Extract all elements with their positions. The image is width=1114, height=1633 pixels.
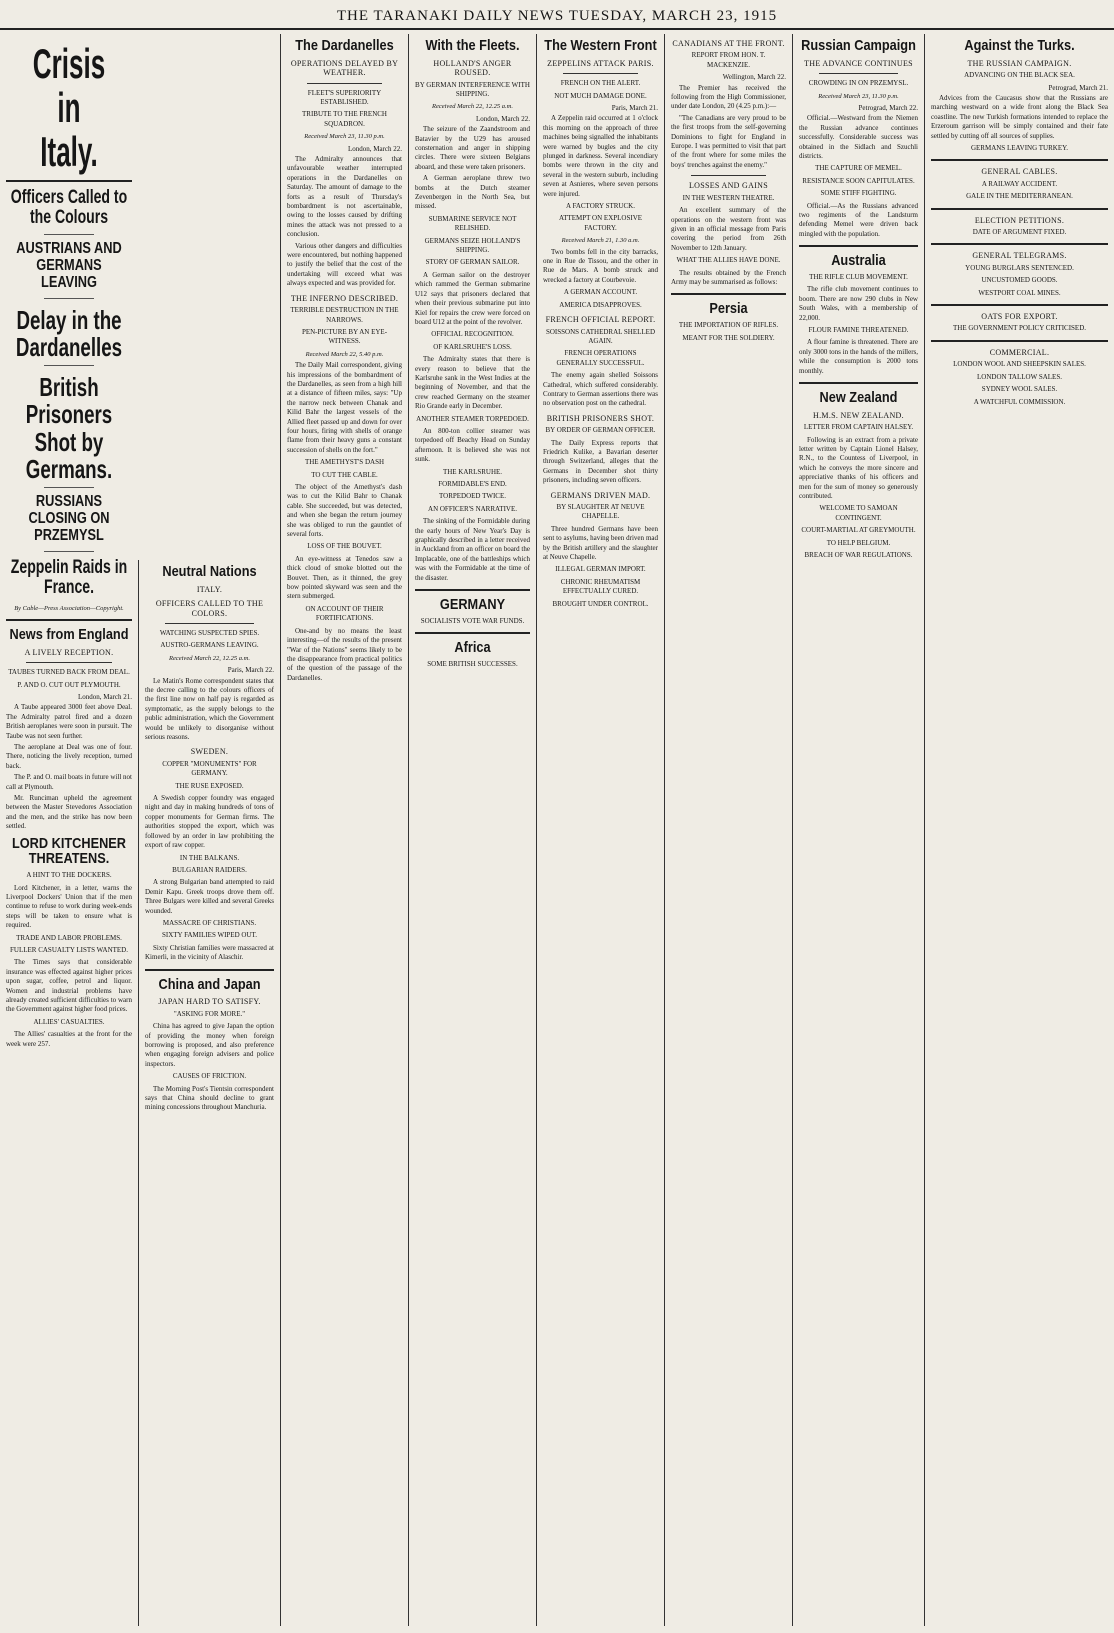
subhead: OFFICIAL RECOGNITION. xyxy=(431,330,514,339)
subhead: LOSS OF THE BOUVET. xyxy=(307,542,382,551)
column-russian-campaign xyxy=(792,34,924,1626)
subhead: SOCIALISTS VOTE WAR FUNDS. xyxy=(420,616,525,625)
subhead: GERMANS SEIZE HOLLAND'S SHIPPING. xyxy=(424,236,521,255)
headline-crisis-italy: Crisis in Italy. xyxy=(32,40,106,176)
subhead: ITALY. xyxy=(196,584,223,594)
subhead: ANOTHER STEAMER TORPEDOED. xyxy=(416,414,529,423)
received-line: Received March 23, 11.30 p.m. xyxy=(304,133,385,141)
section-title-africa: Africa xyxy=(454,639,491,657)
divider xyxy=(44,487,94,488)
headline-austrians: AUSTRIANS AND GERMANS LEAVING xyxy=(16,240,122,291)
article-paragraph: Three hundred Germans have been sent to asylums, having been driven mad by the British artillery and the slaughter at Neuve Chapelle. xyxy=(543,524,658,562)
column-canadians xyxy=(664,34,792,1626)
subhead: THE RUSE EXPOSED. xyxy=(175,781,244,790)
article-paragraph: The Admiralty states that there is every reason to believe that the Karlsruhe sank in the West Indies at the beginning of November, and that the crew reached Germany on the steamer Rio Grande early in December. xyxy=(415,355,530,411)
subhead: CAUSES OF FRICTION. xyxy=(172,1072,247,1081)
subhead: MASSACRE OF CHRISTIANS. xyxy=(162,918,257,927)
subhead: UNCUSTOMED GOODS. xyxy=(981,276,1058,285)
article-paragraph: An 800-ton collier steamer was torpedoed off Beachy Head on Sunday afternoon. It is believed she was not sunk. xyxy=(415,426,530,464)
received-line: Received March 21, 1.30 a.m. xyxy=(561,237,640,245)
article-paragraph: The sinking of the Formidable during the early hours of New Year's Day is graphically described in a letter received in Auckland from an officer on board the Implacable, one of the battleships which was with the Formidable at the time of the disaster. xyxy=(415,517,530,582)
article-paragraph: A Zeppelin raid occurred at 1 o'clock this morning on the approach of three machines being signalled the inhabitants were warned by bugles and the city plunged in darkness. Several incendiary bombs were thrown in the city and several in the western suburb, including seven at Asnieres, where seven persons were injured. xyxy=(543,114,658,198)
subhead: HOLLAND'S ANGER ROUSED. xyxy=(433,58,512,78)
divider xyxy=(931,304,1108,306)
subhead: AN OFFICER'S NARRATIVE. xyxy=(428,504,517,513)
section-title-neutral-nations: Neutral Nations xyxy=(162,563,257,580)
subhead: FRENCH OPERATIONS GENERALLY SUCCESSFUL. xyxy=(556,349,645,367)
subhead: RESISTANCE SOON CAPITULATES. xyxy=(802,176,915,185)
subhead: LOSSES AND GAINS xyxy=(688,181,769,191)
subhead: TRIBUTE TO THE FRENCH SQUADRON. xyxy=(302,110,387,128)
column-western-front xyxy=(536,34,664,1626)
section-title-dardanelles: The Dardanelles xyxy=(295,37,394,54)
subhead: SIXTY FAMILIES WIPED OUT. xyxy=(161,931,257,940)
divider xyxy=(6,180,132,182)
article-paragraph: The Daily Express reports that Friedrich Kulike, a Bavarian deserter through Switzerland, alleges that the Germans in December shot thirty prisoners, including seven officers. xyxy=(543,438,658,485)
subhead: OPERATIONS DELAYED BY WEATHER. xyxy=(290,58,399,78)
subhead: TAUBES TURNED BACK FROM DEAL. xyxy=(8,668,130,677)
subhead: STORY OF GERMAN SAILOR. xyxy=(425,258,520,267)
article-paragraph: The Admiralty announces that unfavourable weather interrupted operations in the Dardanelles on Saturday. The amount of damage to the forts as a result of Thursday's bombardment is not ascertainable, owing to the losses caused by drifting mines the attack was not pressed to a conclusion. xyxy=(287,155,402,239)
section-title-persia: Persia xyxy=(709,300,748,318)
article-paragraph: A flour famine is threatened. There are only 3000 tons in the hands of the millers, while the consumption is 2000 tons monthly. xyxy=(799,338,918,375)
subhead: BULGARIAN RAIDERS. xyxy=(172,865,247,874)
received-line: Received March 22, 12.25 a.m. xyxy=(169,654,250,662)
subhead: CHRONIC RHEUMATISM EFFECTUALLY CURED. xyxy=(560,577,641,596)
headline-officers: Officers Called to the Colours xyxy=(10,187,128,229)
subhead: FLEET'S SUPERIORITY ESTABLISHED. xyxy=(307,88,382,106)
article-paragraph: A German aeroplane threw two bombs at the Dutch steamer Zevenbergen in the North Sea, but missed. xyxy=(415,174,530,211)
article-paragraph: Lord Kitchener, in a letter, warns the Liverpool Dockers' Union that if the men continue to refuse to work during week-ends steps will be taken to ensure what is required. xyxy=(6,883,132,930)
divider xyxy=(931,159,1108,161)
section-title-germany: GERMANY xyxy=(439,596,506,614)
subhead: BY SLAUGHTER AT NEUVE CHAPELLE. xyxy=(556,503,645,521)
article-paragraph: The Daily Mail correspondent, giving his impressions of the bombardment of the Dardanelles, as seen from a high hill at a distance of fifteen miles, says: "Up the narrow neck between Chanak and Kilid Bahr the largest vessels of the Allied fleet passed up and down for over four hours, firing with shells of orange flame from their heavy guns a constant succession of shells on the fort." xyxy=(287,361,402,454)
divider xyxy=(799,245,918,247)
headline-dardanelles-delay: Delay in the Dardanelles xyxy=(15,304,123,362)
article-paragraph: Various other dangers and difficulties were encountered, but nothing happened to justify the belief that the cost of the undertaking will exceed what was always expected and was provided for. xyxy=(287,241,402,288)
article-paragraph: Sixty Christian families were massacred at Kimerli, in the vicinity of Alaschir. xyxy=(145,943,274,962)
article-paragraph: The Allies' casualties at the front for the week were 257. xyxy=(6,1030,132,1048)
dateline: Petrograd, March 21. xyxy=(1048,83,1108,92)
received-line: Received March 22, 5.40 p.m. xyxy=(305,350,384,358)
divider xyxy=(691,175,766,176)
article-paragraph: The Morning Post's Tientsin correspondent says that China should decline to grant mining concessions throughout Manchuria. xyxy=(145,1084,274,1112)
subhead: ADVANCING ON THE BLACK SEA. xyxy=(964,71,1075,80)
subhead: A RAILWAY ACCIDENT. xyxy=(981,179,1058,188)
article-paragraph: An eye-witness at Tenedos saw a thick cloud of smoke blotted out the Bouvet. Then, as it thinned, the grey bow pointed skyward was seen and the stern submerged. xyxy=(287,554,402,601)
subhead: YOUNG BURGLARS SENTENCED. xyxy=(965,263,1074,272)
subhead: BREACH OF WAR REGULATIONS. xyxy=(804,551,913,560)
article-paragraph: The Times says that considerable insurance was effected against higher prices upon sugar, coffee, petrol and liquor. Women and industrial problems have already created sufficient difficulties to warn the Government against higher food prices. xyxy=(6,958,132,1014)
subhead: ILLEGAL GERMAN IMPORT. xyxy=(555,565,646,574)
subhead: FRENCH OFFICIAL REPORT. xyxy=(545,315,656,325)
subhead: LONDON WOOL AND SHEEPSKIN SALES. xyxy=(953,360,1086,369)
received-line: Received March 23, 11.30 p.m. xyxy=(818,92,899,100)
subhead: SOME STIFF FIGHTING. xyxy=(820,189,897,198)
subhead: ON ACCOUNT OF THEIR FORTIFICATIONS. xyxy=(305,604,384,623)
dateline: Paris, March 21. xyxy=(611,103,658,112)
subhead: COURT-MARTIAL AT GREYMOUTH. xyxy=(801,526,916,535)
subhead: ELECTION PETITIONS. xyxy=(974,215,1065,225)
article-paragraph: The P. and O. mail boats in future will not call at Plymouth. xyxy=(6,773,132,791)
subhead: BY ORDER OF GERMAN OFFICER. xyxy=(545,426,656,435)
divider xyxy=(44,298,94,299)
subhead: PEN-PICTURE BY AN EYE-WITNESS. xyxy=(301,327,388,346)
subhead: THE ADVANCE CONTINUES xyxy=(804,58,913,68)
subhead: FLOUR FAMINE THREATENED. xyxy=(808,326,909,335)
headline-russians-przemysl: RUSSIANS CLOSING ON PRZEMYSL xyxy=(28,493,110,544)
divider xyxy=(931,208,1108,210)
subhead: SWEDEN. xyxy=(190,747,229,757)
subhead: THE GOVERNMENT POLICY CRITICISED. xyxy=(953,324,1086,333)
dateline: London, March 22. xyxy=(347,144,402,153)
subhead: OF KARLSRUHE'S LOSS. xyxy=(433,342,512,351)
subhead: IN THE WESTERN THEATRE. xyxy=(682,193,775,202)
subhead: A HINT TO THE DOCKERS. xyxy=(26,871,112,880)
subhead: DATE OF ARGUMENT FIXED. xyxy=(972,228,1067,237)
headline-zeppelin-raids: Zeppelin Raids in France. xyxy=(10,556,128,598)
subhead: GENERAL TELEGRAMS. xyxy=(972,251,1067,261)
dateline: London, March 22. xyxy=(475,114,530,123)
divider xyxy=(563,73,638,74)
dateline: Wellington, March 22. xyxy=(722,73,786,82)
article-paragraph: The results obtained by the French Army may be summarised as follows: xyxy=(671,268,786,286)
subhead: ATTEMPT ON EXPLOSIVE FACTORY. xyxy=(558,214,643,232)
divider xyxy=(44,365,94,366)
subhead: "ASKING FOR MORE." xyxy=(173,1009,246,1018)
article-paragraph: Mr. Runciman upheld the agreement between the Master Stevedores Association and the men, and the strike has now been settled. xyxy=(6,794,132,831)
divider xyxy=(415,632,530,634)
article-paragraph: "The Canadians are very proud to be the first troops from the self-governing Dominions to fight for England in Europe. I was permitted to visit that part of the front where for some miles the boys' trenches against the enemy." xyxy=(671,113,786,169)
subhead: TO HELP BELGIUM. xyxy=(826,538,891,547)
section-title-against-turks: Against the Turks. xyxy=(964,37,1075,54)
subhead: WESTPORT COAL MINES. xyxy=(978,288,1061,297)
article-paragraph: A Swedish copper foundry was engaged night and day in making hundreds of tons of copper monuments for German firms. The authorities stopped the export, which was followed by an order in law prohibiting the export of raw copper. xyxy=(145,794,274,850)
subhead: THE CAPTURE OF MEMEL. xyxy=(815,164,902,173)
article-paragraph: China has agreed to give Japan the option of providing the money when foreign borrowing is proposed, and also preference when engaging foreign advisers and police inspectors. xyxy=(145,1022,274,1068)
section-title-china-japan: China and Japan xyxy=(158,975,261,993)
column-against-turks xyxy=(924,34,1114,1626)
subhead: GENERAL CABLES. xyxy=(981,167,1058,177)
subhead: FORMIDABLE'S END. xyxy=(438,480,507,488)
divider xyxy=(819,73,898,74)
section-title-new-zealand: New Zealand xyxy=(819,389,898,407)
subhead: TRADE AND LABOR PROBLEMS. xyxy=(16,933,122,942)
subhead: BRITISH PRISONERS SHOT. xyxy=(546,413,655,423)
subhead: GERMANS DRIVEN MAD. xyxy=(550,490,651,500)
subhead: GALE IN THE MEDITERRANEAN. xyxy=(966,192,1073,201)
subhead: WHAT THE ALLIES HAVE DONE. xyxy=(676,256,781,265)
subhead: GERMANS LEAVING TURKEY. xyxy=(970,144,1069,152)
dateline: Paris, March 22. xyxy=(227,666,274,675)
article-paragraph: The aeroplane at Deal was one of four. There, noticing the lively reception, turned back. xyxy=(6,743,132,770)
article-paragraph: Advices from the Caucasus show that the Russians are marching westward on a wide front along the Black Sea coastline. The new Turkish formations intended to replace the Erzeroum garrison will be simply contained and their fate settled by cutting off all sources of supplies. xyxy=(931,93,1108,140)
subhead: THE KARLSRUHE. xyxy=(442,467,503,476)
subhead: WELCOME TO SAMOAN CONTINGENT. xyxy=(819,504,898,522)
divider xyxy=(671,293,786,295)
divider xyxy=(799,382,918,384)
article-paragraph: The object of the Amethyst's dash was to cut the Kilid Bahr to Chanak cable. She succeeded, but was detected, and when she began the return journey she was obliged to run the gauntlet of several forts. xyxy=(287,483,402,539)
subhead: FRENCH ON THE ALERT. xyxy=(560,79,641,88)
subhead: TO CUT THE CABLE. xyxy=(311,470,378,479)
subhead: SOME BRITISH SUCCESSES. xyxy=(427,659,518,668)
dateline: London, March 21. xyxy=(77,692,132,701)
column-neutral-nations xyxy=(138,560,280,1626)
subhead: WATCHING SUSPECTED SPIES. xyxy=(159,628,260,637)
divider xyxy=(145,969,274,971)
divider xyxy=(415,589,530,591)
article-paragraph: Following is an extract from a private letter written by Captain Lionel Halsey, R.N., to the Countess of Liverpool, in which he conveys the more sincere and appreciative thanks of his officers and men for the sum of money so generously contributed. xyxy=(799,435,918,501)
divider xyxy=(165,623,254,624)
article-paragraph: Official.—Westward from the Niemen the Russian advance continues successfully. Considerable success was obtained in the Sidlach and Szuchli districts. xyxy=(799,114,918,160)
subhead: LETTER FROM CAPTAIN HALSEY. xyxy=(803,423,914,432)
column-fleets xyxy=(408,34,536,1626)
subhead: SOISSONS CATHEDRAL SHELLED AGAIN. xyxy=(545,327,656,345)
article-paragraph: The rifle club movement continues to boom. There are now 290 clubs in New South Wales, with a membership of 22,000. xyxy=(799,285,918,322)
article-paragraph: Le Matin's Rome correspondent states that the decree calling to the colours officers of the first line now on half pay is regarded as symptomatic, as the supply belongs to the public administration, which the Government would be unlikely to disorganise without serious reasons. xyxy=(145,676,274,742)
headline-prisoners-shot: British Prisoners Shot by Germans. xyxy=(25,372,113,485)
subhead: AMERICA DISAPPROVES. xyxy=(559,300,642,309)
subhead: THE RUSSIAN CAMPAIGN. xyxy=(967,58,1072,68)
column-dardanelles xyxy=(280,34,408,1626)
subhead: THE IMPORTATION OF RIFLES. xyxy=(678,321,779,330)
subhead: OFFICERS CALLED TO THE COLORS. xyxy=(155,599,264,618)
subhead: THE RIFLE CLUB MOVEMENT. xyxy=(809,273,908,281)
subhead: A GERMAN ACCOUNT. xyxy=(563,288,638,297)
subhead: TERRIBLE DESTRUCTION IN THE NARROWS. xyxy=(290,306,399,324)
divider xyxy=(307,83,382,84)
subhead: P. AND O. CUT OUT PLYMOUTH. xyxy=(17,680,121,689)
received-line: Received March 22, 12.25 a.m. xyxy=(432,103,513,111)
article-paragraph: A Taube appeared 3000 feet above Deal. The Admiralty patrol fired and a dozen British aeroplanes were soon in pursuit. The Taube was not seen further. xyxy=(6,703,132,740)
article-paragraph: A strong Bulgarian band attempted to raid Demir Kapu. Greek troops drove them off. Three Bulgars were killed and several Greeks wounded. xyxy=(145,878,274,915)
subhead: IN THE BALKANS. xyxy=(179,853,240,862)
subhead: SYDNEY WOOL SALES. xyxy=(981,385,1058,394)
subhead: MEANT FOR THE SOLDIERY. xyxy=(682,333,775,342)
divider xyxy=(931,243,1108,245)
subhead: A FACTORY STRUCK. xyxy=(566,202,635,211)
article-paragraph: Official.—As the Russians advanced two regiments of the Landsturm defending Memel were driven back mingled with the population. xyxy=(799,201,918,238)
column-headlines xyxy=(0,34,138,1626)
article-paragraph: An excellent summary of the operations on the western front was given in an official message from Paris covering the period from 26th November to 12th January. xyxy=(671,206,786,252)
subhead: ALLIES' CASUALTIES. xyxy=(33,1017,105,1026)
divider xyxy=(44,551,94,552)
section-title-russian-campaign: Russian Campaign xyxy=(801,37,916,54)
article-paragraph: The Premier has received the following from the High Commissioner, under date London, 20 (4.25 p.m.):— xyxy=(671,83,786,111)
article-paragraph: A German sailor on the destroyer which rammed the German submarine U12 says that prisoners declared that when their previous submarine put into Kiel for repairs the crew were forced on board U12 at the point of the revolver. xyxy=(415,270,530,326)
article-paragraph: Two bombs fell in the city barracks, one in Rue de Tissou, and the other in Rue de Mars. A bomb struck and wrecked a factory at Courbevoie. xyxy=(543,247,658,284)
section-title-news-england: News from England xyxy=(9,626,129,643)
article-paragraph: The seizure of the Zaandstroom and Batavier by the U29 has aroused consternation and anger in shipping circles. There were sixteen Belgians aboard, and these were taken prisoners. xyxy=(415,125,530,171)
section-title-australia: Australia xyxy=(831,252,886,270)
divider xyxy=(44,234,94,235)
subhead: JAPAN HARD TO SATISFY. xyxy=(158,997,261,1007)
subhead: NOT MUCH DAMAGE DONE. xyxy=(554,91,647,100)
subhead: A LIVELY RECEPTION. xyxy=(24,647,114,657)
subhead: TORPEDOED TWICE. xyxy=(438,492,507,501)
divider xyxy=(6,619,132,621)
subhead-kitchener: LORD KITCHENER THREATENS. xyxy=(11,834,127,868)
subhead: FULLER CASUALTY LISTS WANTED. xyxy=(10,946,128,954)
subhead: REPORT FROM HON. T. MACKENZIE. xyxy=(691,51,766,69)
subhead: COPPER "MONUMENTS" FOR GERMANY. xyxy=(162,759,257,778)
article-paragraph: The enemy again shelled Soissons Cathedral, which suffered considerably. Contrary to German assertions there was no observation post on the cathedral. xyxy=(543,371,658,408)
subhead: THE AMETHYST'S DASH xyxy=(304,458,385,467)
section-title-western-front: The Western Front xyxy=(544,37,657,54)
subhead: H.M.S. NEW ZEALAND. xyxy=(813,410,904,420)
subhead: BROUGHT UNDER CONTROL. xyxy=(552,599,649,608)
subhead: BY GERMAN INTERFERENCE WITH SHIPPING. xyxy=(415,80,530,98)
subhead: SUBMARINE SERVICE NOT RELISHED. xyxy=(428,214,517,233)
dateline: Petrograd, March 22. xyxy=(858,103,918,112)
subhead: ZEPPELINS ATTACK PARIS. xyxy=(547,58,654,68)
subhead: A WATCHFUL COMMISSION. xyxy=(973,397,1066,406)
subhead: CANADIANS AT THE FRONT. xyxy=(672,39,785,48)
section-title-fleets: With the Fleets. xyxy=(425,37,520,54)
masthead: THE TARANAKI DAILY NEWS TUESDAY, MARCH 23, 1915 xyxy=(0,0,1114,30)
divider xyxy=(931,340,1108,342)
subhead: COMMERCIAL. xyxy=(989,347,1050,357)
subhead: AUSTRO-GERMANS LEAVING. xyxy=(160,641,259,650)
divider xyxy=(26,662,112,663)
subhead: LONDON TALLOW SALES. xyxy=(977,372,1062,381)
subhead: CROWDING IN ON PRZEMYSL. xyxy=(808,79,909,88)
subhead: THE INFERNO DESCRIBED. xyxy=(290,293,399,303)
subhead: OATS FOR EXPORT. xyxy=(981,312,1058,322)
byline: By Cable—Press Association—Copyright. xyxy=(14,604,124,612)
article-paragraph: One-and by no means the least interesting—of the results of the present "War of the Nations" seems likely to be the disappearance from practical politics of the question of the passage of the Dardanelles. xyxy=(287,626,402,682)
